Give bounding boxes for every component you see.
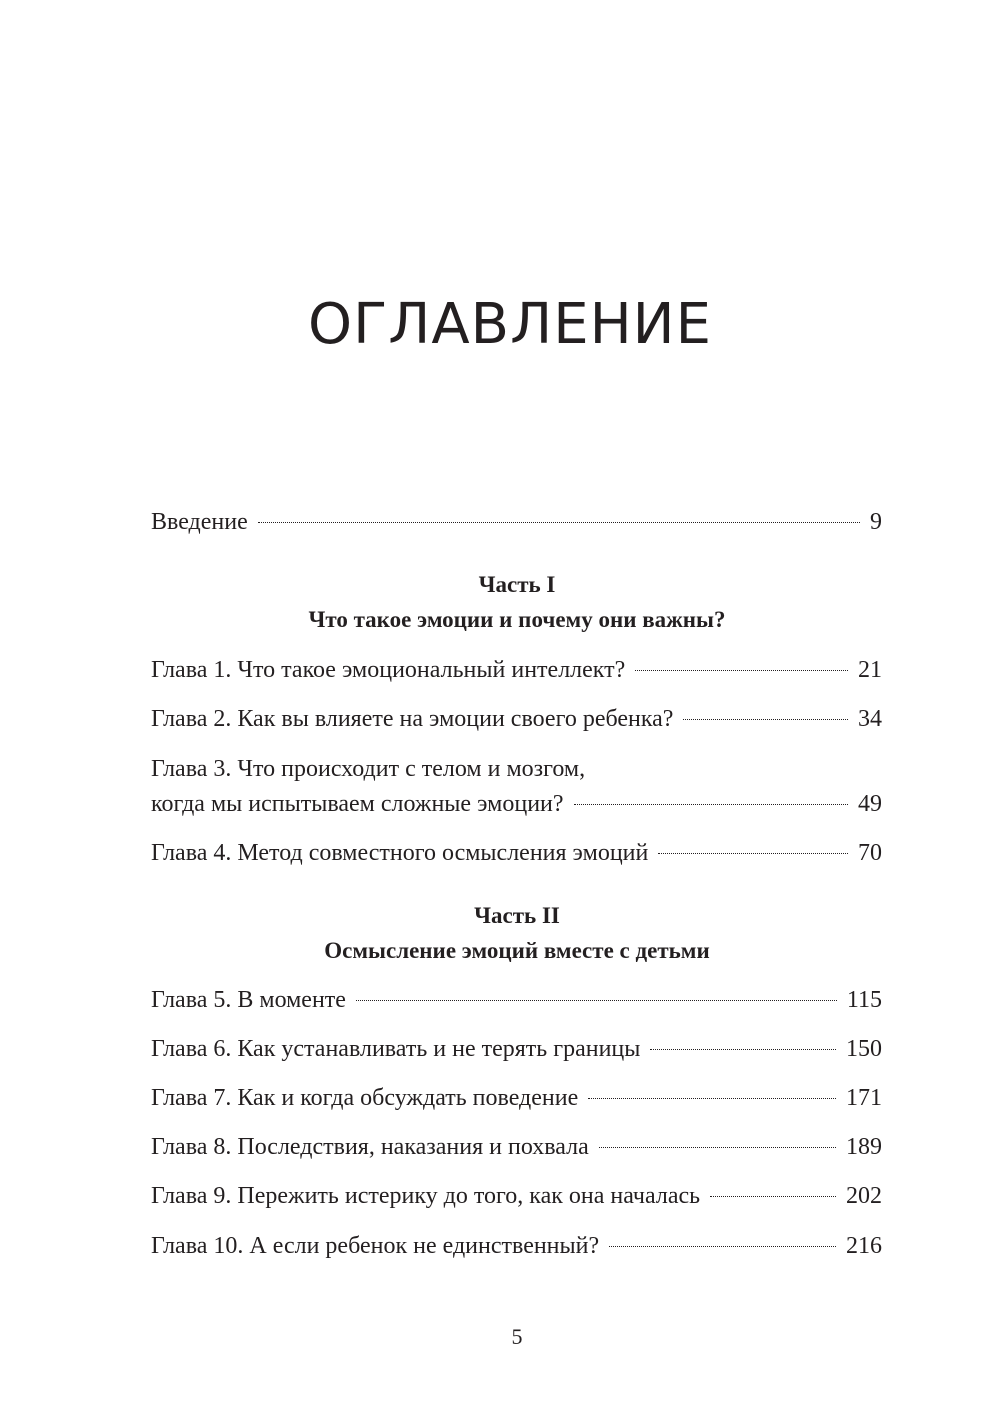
- dot-leader: [650, 1049, 836, 1050]
- part-subtitle: Осмысление эмоций вместе с детьми: [324, 938, 710, 963]
- dot-leader: [574, 804, 848, 805]
- toc-entry-page: 49: [858, 791, 882, 817]
- toc-entry-chapter-6[interactable]: [151, 1034, 882, 1064]
- toc-entry-chapter-10[interactable]: [151, 1231, 882, 1261]
- part-heading: Часть I: [478, 572, 556, 597]
- toc-entry-page: 34: [858, 706, 882, 732]
- toc-entry-page: 202: [846, 1183, 882, 1209]
- dot-leader: [658, 853, 848, 854]
- toc-entry-label: Глава 7. Как и когда обсуждать поведение: [151, 1085, 579, 1111]
- dot-leader: [258, 522, 860, 523]
- page-title: ОГЛАВЛЕНИЕ: [308, 292, 712, 357]
- toc-entry-label: Глава 8. Последствия, наказания и похвала: [151, 1134, 589, 1160]
- dot-leader: [588, 1098, 836, 1099]
- toc-entry-page: 21: [858, 657, 882, 683]
- toc-entry-chapter-4[interactable]: [151, 838, 882, 868]
- toc-entry-intro[interactable]: [151, 507, 882, 537]
- toc-entry-chapter-2[interactable]: [151, 704, 882, 734]
- toc-entry-label: Введение: [151, 509, 248, 535]
- toc-entry-label: Глава 9. Пережить истерику до того, как она началась: [151, 1183, 701, 1209]
- dot-leader: [609, 1246, 836, 1247]
- toc-entry-page: 115: [846, 987, 882, 1013]
- toc-entry-page: 9: [870, 509, 882, 535]
- toc-entry-label: Глава 6. Как устанавливать и не терять границы: [151, 1036, 641, 1062]
- toc-entry-page: 70: [858, 840, 882, 866]
- toc-entry-chapter-1[interactable]: [151, 655, 882, 685]
- toc-entry-page: 150: [846, 1036, 882, 1062]
- toc-entry-chapter-5[interactable]: [151, 985, 882, 1015]
- part-heading: Часть II: [474, 903, 560, 928]
- dot-leader: [683, 719, 848, 720]
- part-subtitle: Что такое эмоции и почему они важны?: [308, 607, 726, 632]
- toc-entry-label: Глава 2. Как вы влияете на эмоции своего ребенка?: [151, 706, 674, 732]
- toc-entry-label: Глава 5. В моменте: [151, 987, 346, 1013]
- toc-entry-chapter-8[interactable]: [151, 1132, 882, 1162]
- toc-entry-label: Глава 10. А если ребенок не единственный?: [151, 1233, 600, 1259]
- toc-entry-page: 171: [846, 1085, 882, 1111]
- toc-entry-page: 216: [846, 1233, 882, 1259]
- toc-entry-chapter-7[interactable]: [151, 1083, 882, 1113]
- toc-entry-label: Глава 4. Метод совместного осмысления эмоций: [151, 840, 649, 866]
- toc-entry-chapter-3[interactable]: [151, 754, 882, 819]
- page-number: 5: [511, 1324, 523, 1349]
- toc-entry-label: когда мы испытываем сложные эмоции?: [151, 791, 564, 817]
- dot-leader: [599, 1147, 836, 1148]
- dot-leader: [356, 1000, 837, 1001]
- toc-entry-chapter-9[interactable]: [151, 1181, 882, 1211]
- toc-entry-label: Глава 1. Что такое эмоциональный интеллект?: [151, 657, 626, 683]
- dot-leader: [635, 670, 848, 671]
- toc-entry-label-line1: Глава 3. Что происходит с телом и мозгом,: [151, 756, 586, 782]
- dot-leader: [710, 1196, 836, 1197]
- toc-entry-page: 189: [846, 1134, 882, 1160]
